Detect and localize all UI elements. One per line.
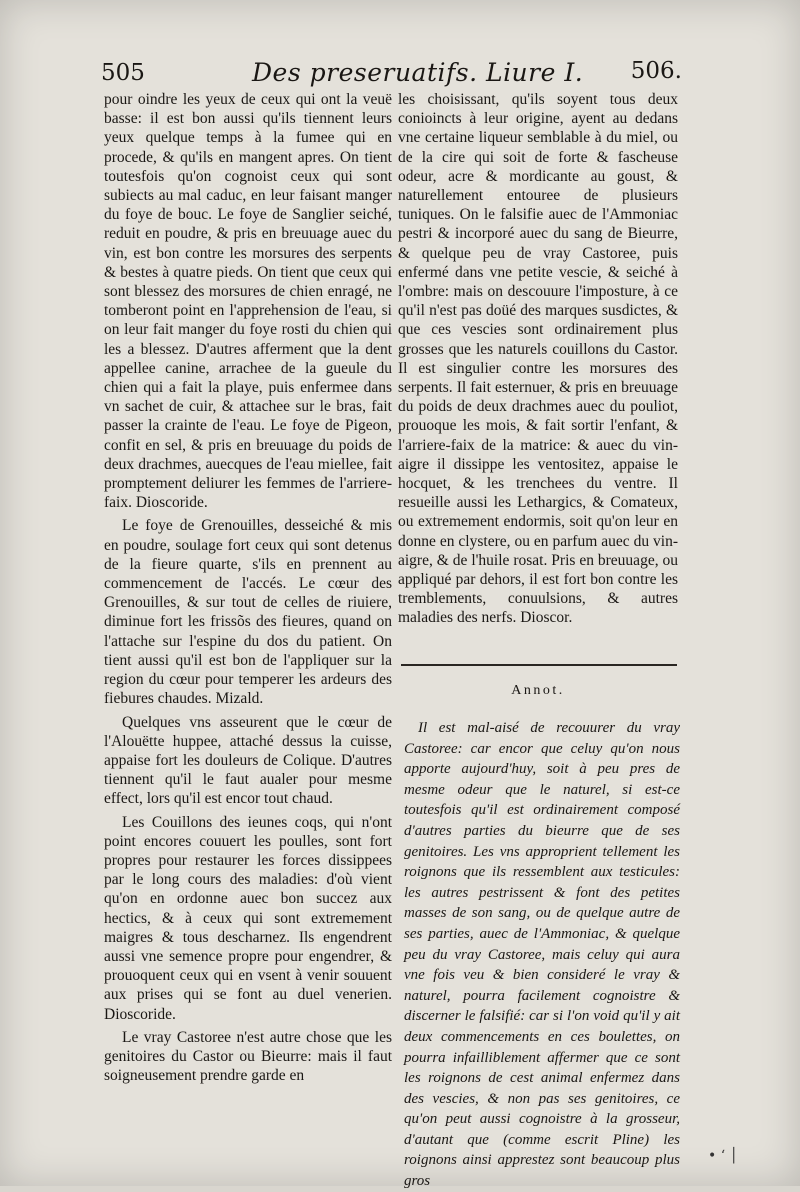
left-paragraph-3: Quelques vns asseurent que le cœur de l'Alouëtte huppee, attaché dessus la cuisse, appaise fort les douleurs de Colique. D'autres tiennent qu'il le faut aualer pour mesme effect, lors qu'il est encor tout chaud. <box>104 713 392 808</box>
annotation-block <box>404 718 680 1192</box>
page-header <box>0 52 800 88</box>
annotation-heading: Annot. <box>511 683 565 698</box>
left-paragraph-1: pour oindre les yeux de ceux qui ont la veuë basse: il est bon aussi qu'ils tiennent leurs yeux quelque temps à la fumee qui en procede, & qu'ils en mangent apres. On tient toutesfois qu'on cognoist ceux qui sont subiects au mal caduc, en leur faisant manger du foye de bouc. Le foye de Sanglier seiché, reduit en poudre, & pris en breuuage auec du vin, est bon contre les morsures des serpents & bestes à quatre pieds. On tient que ceux qui sont blessez des morsures de chien enragé, ne tomberont point en l'apprehension de l'eau, si on leur fait manger du foye rosti du chien qui les a blessez. D'autres afferment que la dent appellee canine, arrachee de la gueule du chien qui a fait la playe, puis enfermee dans vn sachet de cuir, & attachee sur le bras, fait passer la crainte de l'eau. Le foye de Pigeon, confit en sel, & pris en breuuage du poids de deux drachmes, auecques de l'eau miellee, fait promptement deliurer les femmes de l'arriere-faix. Dioscoride. <box>104 91 392 512</box>
footer-marks: • ‘ │ <box>708 1148 739 1164</box>
right-column <box>398 90 678 628</box>
running-title: Des preseruatifs. Liure I. <box>252 58 584 87</box>
left-paragraph-5: Le vray Castoree n'est autre chose que les genitoires du Castor ou Bieurre: mais il faut soigneusement prendre garde en <box>104 1028 392 1085</box>
left-paragraph-4: Les Couillons des ieunes coqs, qui n'ont point encores couuert les poulles, sont fort propres pour restaurer les forces dissippees par le long cours des maladies: d'où vient qu'on en ordonne auec bon succez aux hectics, & à ceux qui sont extremement maigres & tous descharnez. Ils engendrent aussi vne semence propre pour engendrer, & prouoquent ceux qui en vsent à venir souuent aux prises qui se font au duel venerien. Dioscoride. <box>104 813 392 1023</box>
page-number-left: 505 <box>101 60 145 86</box>
page-number-right: 506. <box>630 58 682 84</box>
right-paragraph-1: les choisissant, qu'ils soyent tous deux conioincts à leur origine, ayent au dedans vne certaine liqueur semblable à du miel, ou de la cire qui soit de forte & fascheuse odeur, acre & mordicante au goust, & naturellement entouree de plusieurs tuniques. On le falsifie auec de l'Ammoniac pestri & incorporé auec du sang de Bieurre, & quelque peu de vray Castoree, puis enfermé dans vne petite vescie, & seiché à l'ombre: mais on descouure l'imposture, à ce qu'il n'est pas doüé des marques susdictes, & que ces vescies sont ordinairement plus grosses que les naturels couillons du Castor. Il est singulier contre les morsures des serpents. Il fait esternuer, & pris en breuuage du poids de deux drachmes auec du pouliot, prouoque les mois, & fait sortir l'enfant, & l'arriere-faix de la matrice: & auec du vin-aigre il dissippe les ventositez, appaise le hocquet, & les trenchees du ventre. Il resueille aussi les Lethargics, & Comateux, ou extremement endormis, soit qu'on leur en donne en clystere, ou en parfum auec du vin-aigre, & de l'huile rosat. Pris en breuuage, ou appliqué par dehors, il est fort bon contre les tremblements, conuulsions, & autres maladies des nerfs. Dioscor. <box>398 91 678 627</box>
annotation-text: Il est mal-aisé de recouurer du vray Castoree: car encor que celuy qu'on nous apporte aujourd'huy, soit à peu pres de mesme odeur que le naturel, si est-ce toutesfois qu'il est ordinairement composé d'autres parties du bieurre que de ses genitoires. Les vns approprient tellement les roignons que ils ressemblent aux testicules: les autres pestrissent & font des petites masses de son sang, ou de quelque autre de ses parties, auec de l'Ammoniac, & quelque peu du vray Castoree, mais celuy qui aura vne fois veu & bien consideré le vray & naturel, pourra facilement cognoistre & discerner le falsifié: car si l'on void qu'il y ait deux commencements en ces boulettes, on pourra infailliblement affermer que ce sont les roignons de cest animal enfermez dans des vescies, & non pas ses genitoires, ce qu'on peut aussi cognoistre à la grosseur, d'autant que (comme escrit Pline) les roignons ainsi apprestez sont beaucoup plus gros <box>404 720 680 1190</box>
left-column <box>104 90 392 1085</box>
section-divider <box>401 664 677 666</box>
left-paragraph-2: Le foye de Grenouilles, desseiché & mis en poudre, soulage fort ceux qui sont detenus de la fieure quarte, s'ils en prennent au commencement de l'accés. Le cœur des Grenouilles, & sur tout de celles de riuiere, diminue fort les frissõs des fieures, quand on l'attache sur l'espine du dos du patient. On tient aussi qu'il est bon de l'appliquer sur la region du cœur pour temperer les ardeurs des fiebures chaudes. Mizald. <box>104 517 392 708</box>
